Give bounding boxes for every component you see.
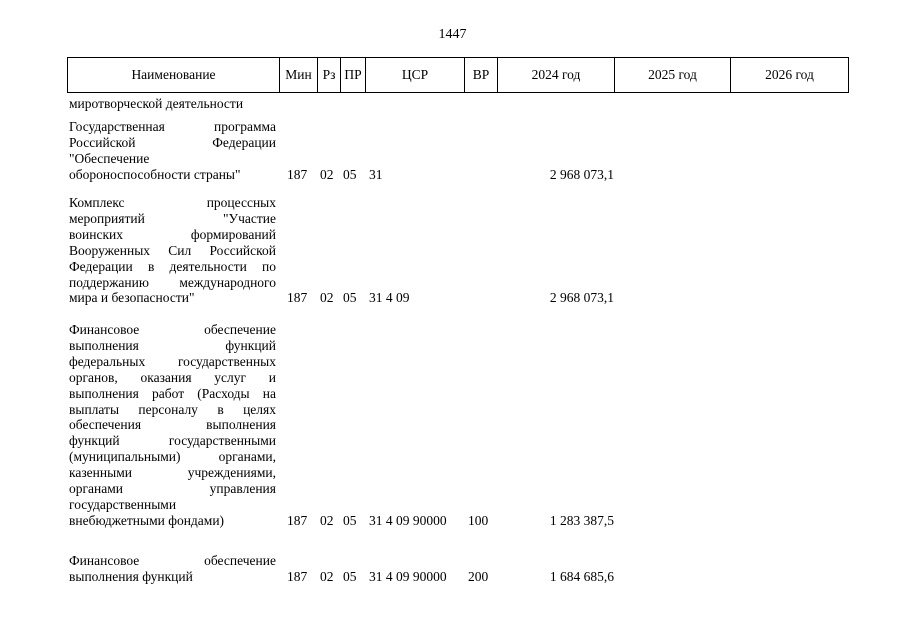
continuation-text: миротворческой деятельности	[69, 96, 244, 111]
cell-csr: 31 4 09	[369, 290, 410, 306]
row-name-line: государственными	[69, 496, 177, 512]
row-name-line: "Обеспечение	[69, 150, 150, 166]
cell-csr: 31 4 09 90000	[369, 512, 447, 528]
row-name-line: Комплекс процессных	[69, 195, 276, 210]
column-header-csr: ЦСР	[366, 58, 465, 93]
cell-y2024: 2 968 073,1	[549, 166, 614, 182]
cell-vr: 200	[468, 568, 489, 584]
row-name-line: органов, оказания услуг и	[69, 369, 276, 385]
cell-rz: 02	[320, 512, 334, 528]
row-name-line: Государственная программа	[69, 119, 276, 134]
row-cells	[0, 569, 905, 585]
row-name-line: поддержанию международного	[69, 274, 276, 290]
cell-csr: 31	[369, 166, 383, 182]
column-header-2025: 2025 год	[615, 58, 731, 93]
cell-min: 187	[287, 568, 308, 584]
row-name-line: выполнения функций	[69, 568, 193, 584]
cell-pr: 05	[343, 568, 357, 584]
row-name-line: Российской Федерации	[69, 134, 276, 150]
column-header-2024: 2024 год	[498, 58, 615, 93]
row-name-line: (муниципальными) органами,	[69, 449, 276, 465]
row-name-line: Вооруженных Сил Российской	[69, 242, 276, 258]
row-name-line: воинских формирований	[69, 226, 276, 242]
cell-pr: 05	[343, 512, 357, 528]
column-header-vr: ВР	[465, 58, 498, 93]
table-header	[67, 57, 849, 93]
row-name-line: внебюджетными фондами)	[69, 512, 225, 528]
row-name-line: обеспечения выполнения	[69, 417, 276, 433]
column-header-2026: 2026 год	[731, 58, 849, 93]
table-row	[0, 119, 905, 183]
column-header-min: Мин	[280, 58, 318, 93]
row-name-line: мира и безопасности"	[69, 290, 195, 306]
cell-min: 187	[287, 166, 308, 182]
column-header-name: Наименование	[68, 58, 280, 93]
cell-csr: 31 4 09 90000	[369, 568, 447, 584]
cell-rz: 02	[320, 290, 334, 306]
cell-y2024: 1 684 685,6	[549, 568, 614, 584]
row-cells	[0, 290, 905, 306]
cell-min: 187	[287, 512, 308, 528]
cell-rz: 02	[320, 166, 334, 182]
column-header-pr: ПР	[341, 58, 366, 93]
row-name-line: выполнения функций	[69, 337, 276, 353]
column-header-rz: Рз	[318, 58, 341, 93]
row-name	[69, 322, 276, 529]
row-name-line: функций государственными	[69, 433, 276, 449]
row-name-line: Финансовое обеспечение	[69, 553, 276, 568]
row-name-line: федеральных государственных	[69, 353, 276, 369]
cell-pr: 05	[343, 290, 357, 306]
table-row	[0, 553, 905, 585]
row-name-line: Финансовое обеспечение	[69, 322, 276, 337]
row-name-line: обороноспособности страны"	[69, 166, 241, 182]
table-row	[0, 195, 905, 306]
cell-rz: 02	[320, 568, 334, 584]
cell-vr: 100	[468, 512, 489, 528]
page-number: 1447	[438, 27, 467, 42]
cell-min: 187	[287, 290, 308, 306]
cell-y2024: 1 283 387,5	[549, 512, 614, 528]
row-cells	[0, 513, 905, 529]
cell-pr: 05	[343, 166, 357, 182]
row-name-line: выполнения работ (Расходы на	[69, 385, 276, 401]
row-name-line: мероприятий "Участие	[69, 210, 276, 226]
table-row	[0, 322, 905, 529]
row-name-line: Федерации в деятельности по	[69, 258, 276, 274]
row-name-line: казенными учреждениями,	[69, 465, 276, 481]
row-cells	[0, 167, 905, 183]
cell-y2024: 2 968 073,1	[549, 290, 614, 306]
row-name-line: выплаты персоналу в целях	[69, 401, 276, 417]
row-name-line: органами управления	[69, 481, 276, 497]
